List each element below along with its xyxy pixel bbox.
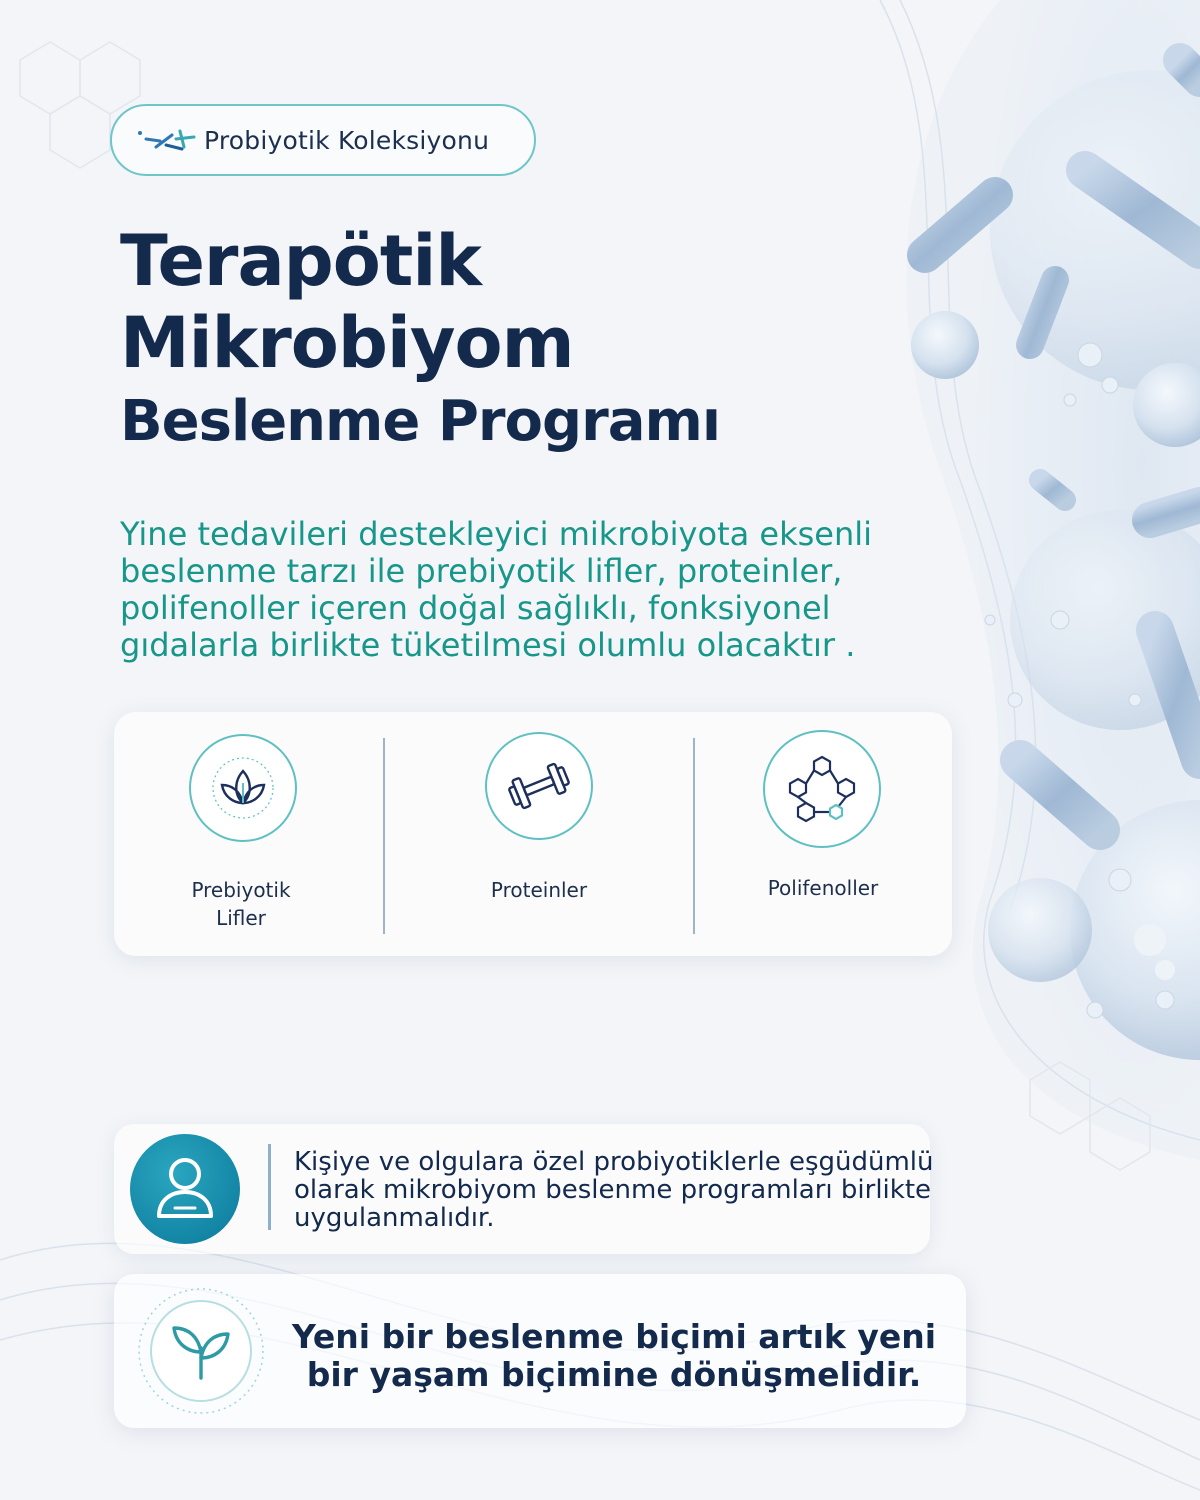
sprout-icon [136,1286,266,1416]
closing-quote-card [114,1274,966,1428]
pillar-label: Prebiyotik Lifler [191,878,291,930]
info-text: Kişiye ve olgulara özel probiyotiklerle eşgüdümlü olarak mikrobiyom beslenme programları birlikte uygulanmalıdır. [294,1147,934,1233]
pillar-prebiotic-fibers [114,712,384,956]
bacteria-logo-icon [136,125,198,155]
personalized-info-card [114,1124,934,1254]
title-line-3: Beslenme Programı [120,389,721,454]
pillar-polyphenols [695,712,952,956]
nutrient-pillars-card [114,712,952,956]
molecule-icon [763,730,881,848]
dumbbell-icon [485,732,593,840]
quote-text: Yeni bir beslenme biçimi artık yeni bir yaşam biçimine dönüşmelidir. [291,1317,937,1394]
info-divider [268,1144,271,1230]
title-line-2: Mikrobiyom [120,302,574,384]
badge-label: Probiyotik Koleksiyonu [204,125,490,155]
user-icon [130,1134,240,1244]
page-title [120,222,720,456]
pillar-label: Proteinler [490,878,588,902]
description-text: Yine tedavileri destekleyici mikrobiyota eksenli beslenme tarzı ile prebiyotik lifler, proteinler, polifenoller içeren doğal sağlıklı, fonksiyonel gıdalarla birlikte tüketilmesi olumlu olacaktır . [120,515,873,664]
pillar-label: Polifenoller [767,876,879,900]
collection-badge[interactable] [110,104,536,176]
title-line-1: Terapötik [120,220,481,302]
pillar-proteins [385,712,693,956]
leaf-icon [189,734,297,842]
